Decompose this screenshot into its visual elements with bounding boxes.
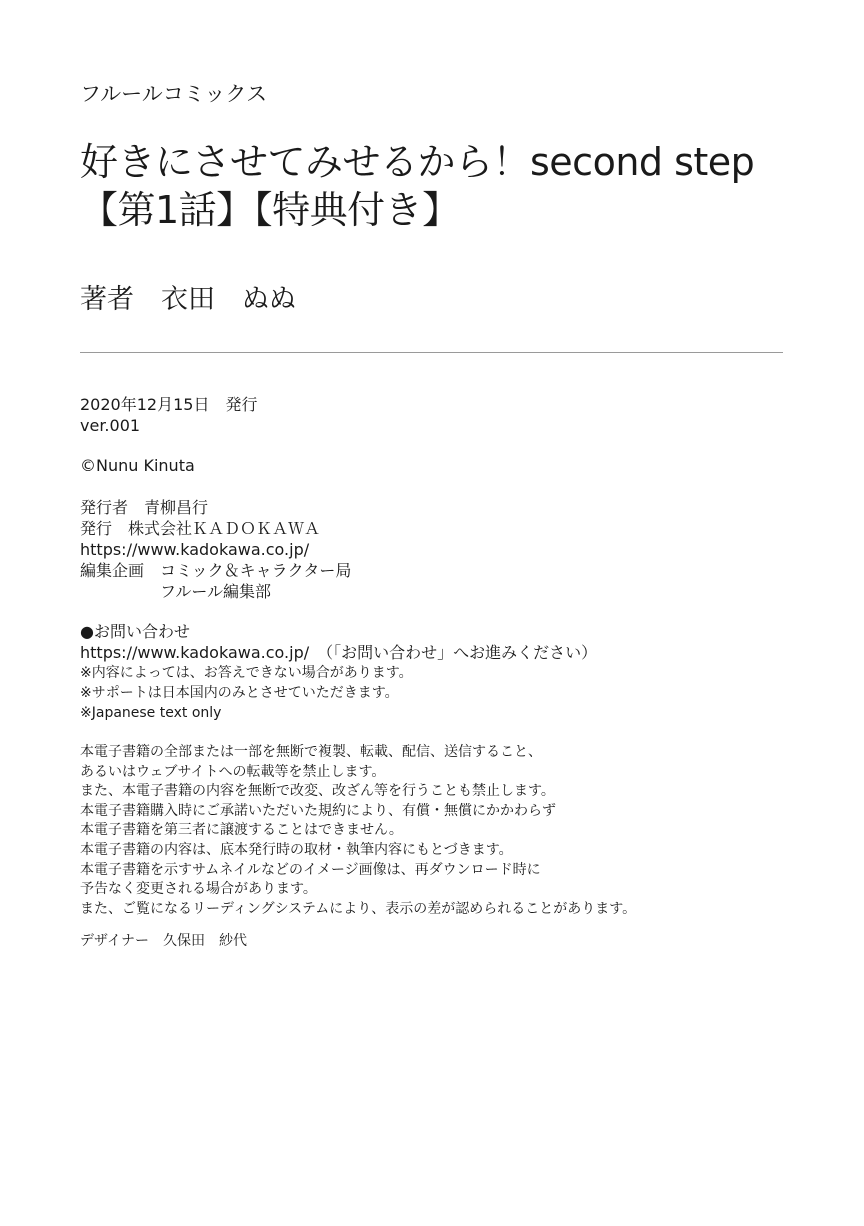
copyright: ©Nunu Kinuta <box>80 456 195 475</box>
legal-notice <box>80 743 636 919</box>
designer-credit: デザイナー 久保田 紗代 <box>80 933 248 949</box>
publisher-person: 発行者 青柳昌行 <box>80 498 209 517</box>
inquiry-heading: ●お問い合わせ <box>80 622 190 641</box>
inquiry-note: ※Japanese text only <box>80 705 222 721</box>
publisher-block <box>80 497 351 602</box>
designer-block <box>80 931 247 951</box>
author-line: 著者 衣田 ぬぬ <box>80 284 296 315</box>
legal-line: 本電子書籍を第三者に譲渡することはできません。 <box>80 822 403 839</box>
version: ver.001 <box>80 416 141 435</box>
legal-line: 本電子書籍の内容は、底本発行時の取材・執筆内容にもとづきます。 <box>80 841 513 858</box>
legal-line: また、本電子書籍の内容を無断で改変、改ざん等を行うことも禁止します。 <box>80 783 555 800</box>
book-title <box>80 138 754 234</box>
legal-line: 本電子書籍を示すサムネイルなどのイメージ画像は、再ダウンロード時に <box>80 861 541 878</box>
inquiry-note: ※サポートは日本国内のみとさせていただきます。 <box>80 685 399 701</box>
publisher-url: https://www.kadokawa.co.jp/ <box>80 540 310 559</box>
inquiry-block <box>80 621 597 723</box>
publication-block <box>80 394 257 436</box>
divider <box>80 352 783 353</box>
title-line-2: 【第1話】【特典付き】 <box>80 188 460 232</box>
legal-line: 本電子書籍購入時にご承諾いただいた規約により、有償・無償にかかわらず <box>80 802 556 819</box>
legal-line: 本電子書籍の全部または一部を無断で複製、転載、配信、送信すること、 <box>80 744 542 760</box>
editing-department: フルール編集部 <box>80 582 272 601</box>
publication-date: 2020年12月15日 発行 <box>80 395 258 414</box>
legal-line: また、ご覧になるリーディングシステムにより、表示の差が認められることがあります。 <box>80 900 637 917</box>
imprint-label: フルールコミックス <box>80 82 268 106</box>
title-line-1: 好きにさせてみせるから！second step <box>80 140 755 184</box>
publisher-company: 発行 株式会社ＫＡＤＯＫＡＷＡ <box>80 519 321 538</box>
editing-planning: 編集企画 コミック＆キャラクター局 <box>80 561 352 580</box>
legal-line: 予告なく変更される場合があります。 <box>80 881 317 898</box>
copyright-block <box>80 455 195 476</box>
inquiry-note: ※内容によっては、お答えできない場合があります。 <box>80 665 413 681</box>
legal-line: あるいはウェブサイトへの転載等を禁止します。 <box>80 763 386 780</box>
inquiry-url: https://www.kadokawa.co.jp/ （「お問い合わせ」へお進みください） <box>80 643 598 662</box>
